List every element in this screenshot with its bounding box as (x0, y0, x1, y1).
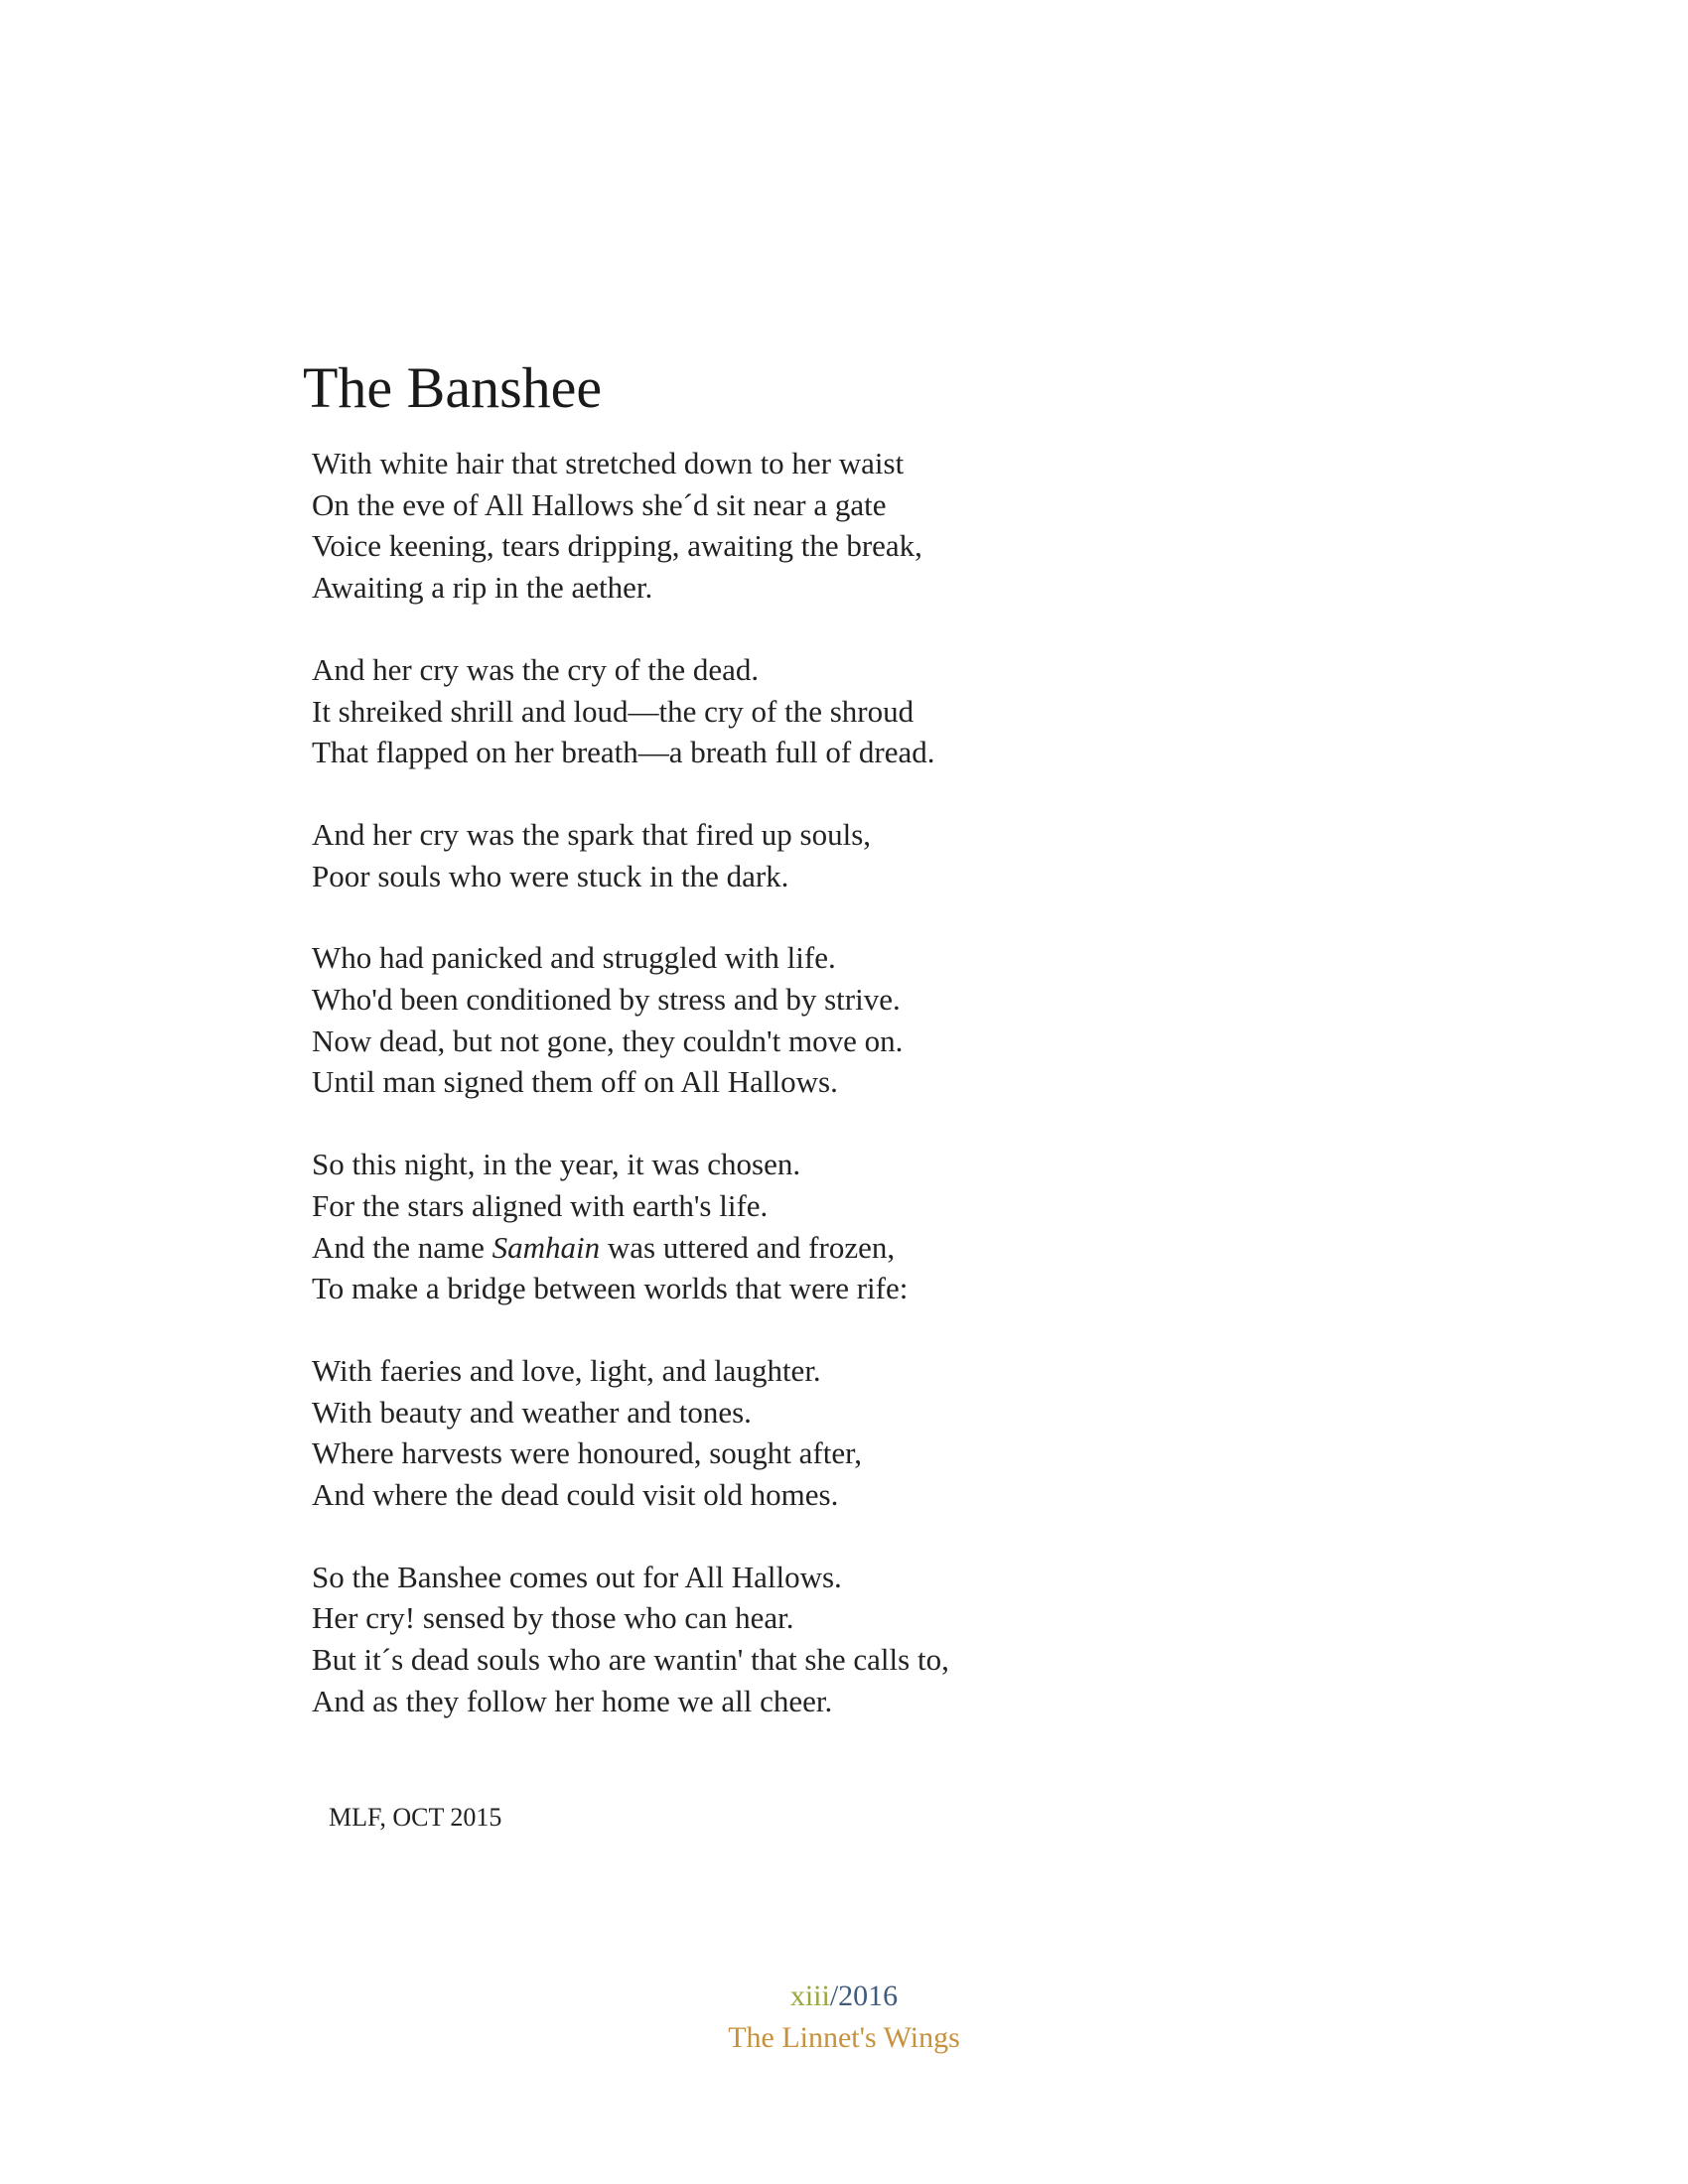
issue-year: 2016 (838, 1979, 899, 2012)
poem-title: The Banshee (303, 355, 603, 420)
issue-line (0, 1976, 1688, 2017)
stanza (312, 443, 1205, 609)
poem-line: With white hair that stretched down to her waist (312, 446, 905, 480)
poem-line: For the stars aligned with earth's life. (312, 1187, 769, 1223)
poem-line: So this night, in the year, it was chosen. (312, 1147, 801, 1182)
poem-line: And her cry was the cry of the dead. (312, 651, 760, 687)
stanza (312, 649, 1205, 773)
poem-line: But it´s dead souls who are wantin' that she calls to, (312, 1642, 949, 1678)
poem-line: And as they follow her home we all cheer. (312, 1683, 833, 1718)
poem-line: And where the dead could visit old homes. (312, 1477, 839, 1513)
poem-line: Until man signed them off on All Hallows. (312, 1064, 838, 1100)
stanza (312, 1350, 1205, 1516)
stanza (312, 814, 1205, 896)
poem-line: Awaiting a rip in the aether. (312, 570, 653, 606)
issue-separator: / (829, 1979, 839, 2012)
line-text-after: was uttered and frozen, (600, 1229, 896, 1265)
poem-line: With beauty and weather and tones. (312, 1394, 752, 1430)
poem-line: With faeries and love, light, and laughter. (312, 1352, 821, 1388)
stanza (312, 1557, 1205, 1722)
poem-line: So the Banshee comes out for All Hallows. (312, 1559, 842, 1594)
stanza (312, 937, 1205, 1103)
poem-line: Who had panicked and struggled with life. (312, 940, 836, 976)
issue-number: xiii (789, 1979, 830, 2012)
magazine-name: The Linnet's Wings (728, 2021, 960, 2054)
author-signature: MLF, OCT 2015 (329, 1803, 502, 1832)
poem-line-with-italic (312, 1227, 1205, 1269)
poem-line: Where harvests were honoured, sought after, (312, 1435, 862, 1471)
poem-line: That flapped on her breath—a breath full of dread. (312, 735, 935, 770)
line-text-before: And the name (312, 1229, 492, 1265)
poem-line: Voice keening, tears dripping, awaiting the break, (312, 528, 922, 564)
page-footer (0, 1976, 1688, 2059)
poem-line: It shreiked shrill and loud—the cry of the shroud (312, 693, 914, 729)
poem-line: To make a bridge between worlds that were rife: (312, 1271, 909, 1306)
poem-line: Poor souls who were stuck in the dark. (312, 858, 789, 893)
poem-line: Who'd been conditioned by stress and by strive. (312, 982, 901, 1018)
poem-line: Her cry! sensed by those who can hear. (312, 1600, 794, 1636)
poem-line: And her cry was the spark that fired up souls, (312, 816, 872, 852)
stanza (312, 1144, 1205, 1309)
poem-line: On the eve of All Hallows she´d sit near a gate (312, 486, 887, 522)
italic-word-samhain: Samhain (492, 1229, 601, 1265)
poem-line: Now dead, but not gone, they couldn't move on. (312, 1023, 904, 1058)
poem-body (312, 443, 1205, 1763)
